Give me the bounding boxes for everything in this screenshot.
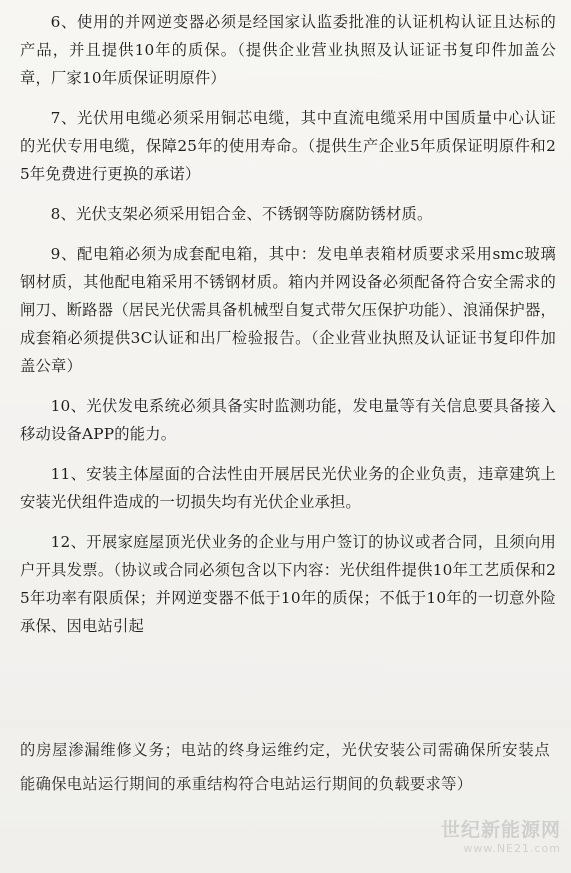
paragraph-11: 11、安装主体屋面的合法性由开展居民光伏业务的企业负责，违章建筑上安装光伏组件造成的一切损失均有光伏企业承担。: [20, 465, 556, 511]
document-body: [20, 8, 556, 640]
photo-seam: [0, 720, 571, 728]
watermark-url: www.NE21.com: [463, 842, 561, 855]
paragraph-7: 7、光伏用电缆必须采用铜芯电缆，其中直流电缆采用中国质量中心认证的光伏专用电缆，保障25年的使用寿命。（提供生产企业5年质保证明原件和25年免费进行更换的承诺）: [20, 109, 556, 183]
paragraph-8: 8、光伏支架必须采用铝合金、不锈钢等防腐防锈材质。: [50, 205, 433, 223]
paragraph-9: 9、配电箱必须为成套配电箱，其中：发电单表箱材质要求采用smc玻璃钢材质，其他配电箱采用不锈钢材质。箱内并网设备必须配备符合安全需求的闸刀、断路器（居民光伏需具备机械型自复式带欠压保护功能）、浪涌保护器，成套箱必须提供3C认证和出厂检验报告。（企业营业执照及认证证书复印件加盖公章）: [20, 245, 556, 375]
paragraph-6: 6、使用的并网逆变器必须是经国家认监委批准的认证机构认证且达标的产品，并且提供10年的质保。（提供企业营业执照及认证证书复印件加盖公章，厂家10年质保证明原件）: [20, 13, 556, 87]
paragraph-10: 10、光伏发电系统必须具备实时监测功能，发电量等有关信息要具备接入移动设备APP的能力。: [20, 397, 556, 443]
site-watermark: [441, 815, 561, 855]
paragraph-12: 12、开展家庭屋顶光伏业务的企业与用户签订的协议或者合同，且须向用户开具发票。（协议或合同必须包含以下内容：光伏组件提供10年工艺质保和25年功率有限质保；并网逆变器不低于10年的质保；不低于10年的一切意外险承保、因电站引起: [20, 533, 556, 635]
paragraph-12-continuation: 的房屋渗漏维修义务；电站的终身运维约定，光伏安装公司需确保所安装点能确保电站运行期间的承重结构符合电站运行期间的负载要求等）: [20, 741, 550, 793]
watermark-title: 世纪新能源网: [440, 819, 561, 841]
